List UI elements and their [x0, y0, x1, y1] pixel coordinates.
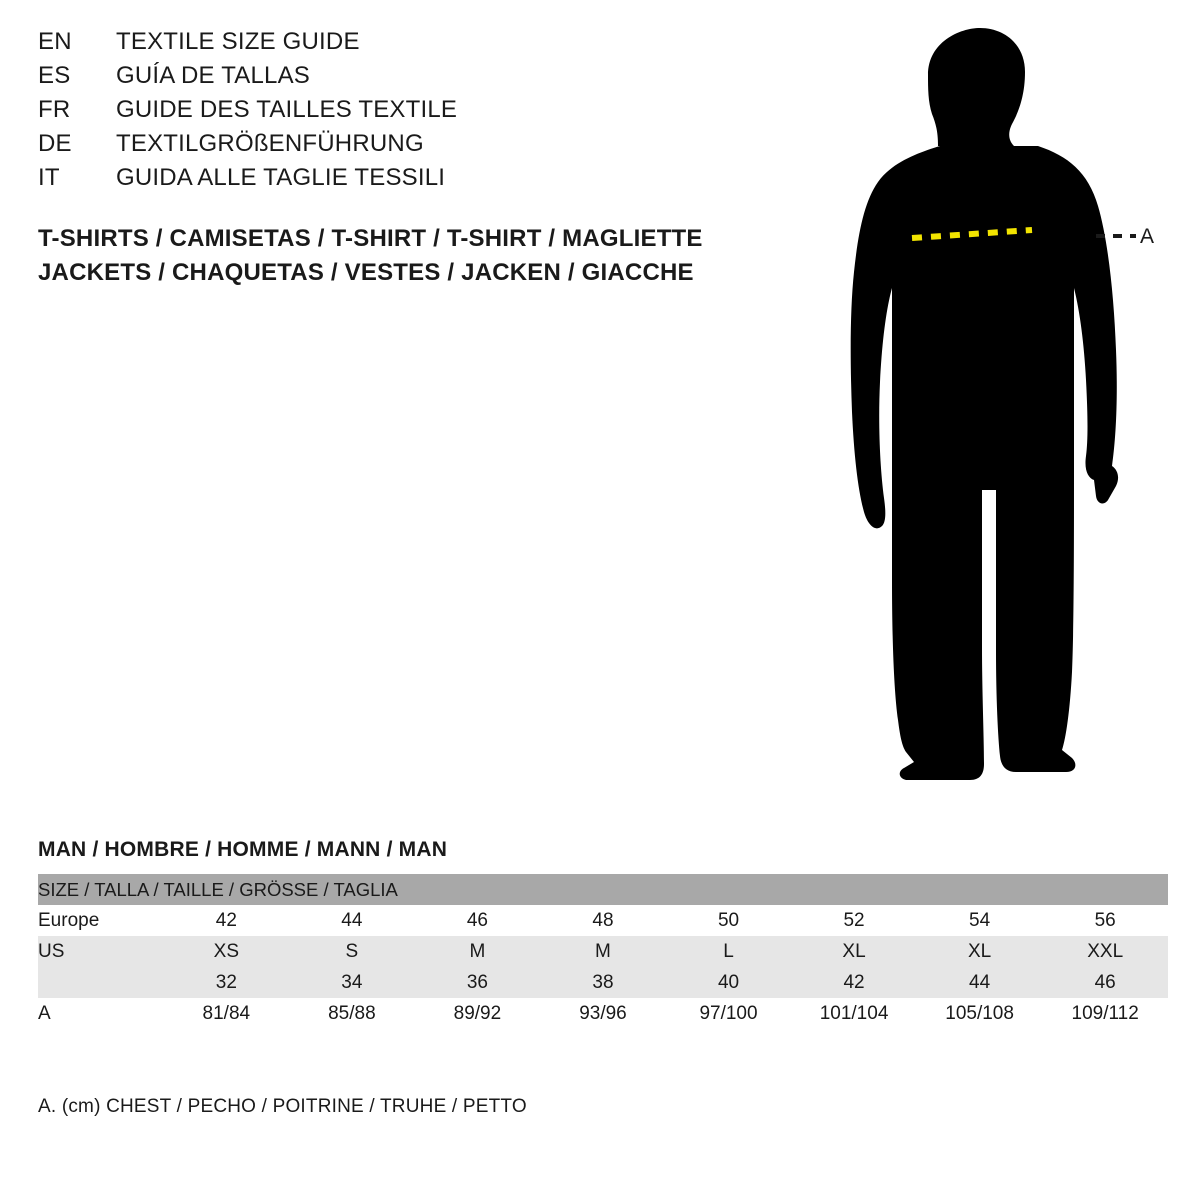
measure-label-a: A	[1140, 225, 1155, 248]
size-table-section	[38, 838, 1168, 1029]
language-row	[38, 164, 738, 198]
language-row	[38, 62, 738, 96]
table-header-label: SIZE / TALLA / TAILLE / GRÖSSE / TAGLIA	[38, 874, 1168, 905]
cell-value: XL	[917, 936, 1043, 967]
body-shape	[851, 146, 1118, 780]
language-text: TEXTILE SIZE GUIDE	[116, 28, 360, 55]
language-text: GUIDA ALLE TAGLIE TESSILI	[116, 164, 446, 191]
measurement-footnote: A. (cm) CHEST / PECHO / POITRINE / TRUHE / PETTO	[38, 1096, 527, 1117]
cell-value: 46	[1042, 967, 1168, 998]
cell-value: 85/88	[289, 998, 415, 1029]
cell-value: 81/84	[164, 998, 290, 1029]
category-jackets: JACKETS / CHAQUETAS / VESTES / JACKEN / GIACCHE	[38, 259, 694, 286]
head-shape	[928, 28, 1025, 146]
table-row	[38, 936, 1168, 967]
language-text: GUIDE DES TAILLES TEXTILE	[116, 96, 458, 123]
cell-value: 54	[917, 905, 1043, 936]
cell-value: 109/112	[1042, 998, 1168, 1029]
category-tshirts: T-SHIRTS / CAMISETAS / T-SHIRT / T-SHIRT / MAGLIETTE	[38, 225, 703, 252]
row-label: US	[38, 936, 164, 967]
cell-value: 44	[917, 967, 1043, 998]
cell-value: 52	[791, 905, 917, 936]
language-text: TEXTILGRÖßENFÜHRUNG	[116, 130, 424, 157]
language-row	[38, 130, 738, 164]
language-text: GUÍA DE TALLAS	[116, 62, 310, 89]
language-code: IT	[38, 164, 60, 191]
cell-value: 42	[791, 967, 917, 998]
cell-value: 34	[289, 967, 415, 998]
row-label	[38, 967, 164, 998]
size-table	[38, 874, 1168, 1029]
body-silhouette-diagram	[820, 20, 1180, 800]
language-code: DE	[38, 130, 72, 157]
cell-value: 105/108	[917, 998, 1043, 1029]
table-row	[38, 967, 1168, 998]
gender-title: MAN / HOMBRE / HOMME / MANN / MAN	[38, 838, 448, 861]
cell-value: 93/96	[540, 998, 666, 1029]
cell-value: S	[289, 936, 415, 967]
language-row	[38, 96, 738, 130]
table-row	[38, 905, 1168, 936]
cell-value: XXL	[1042, 936, 1168, 967]
language-header	[38, 28, 738, 198]
table-row	[38, 998, 1168, 1029]
cell-value: XL	[791, 936, 917, 967]
cell-value: M	[415, 936, 541, 967]
cell-value: 101/104	[791, 998, 917, 1029]
row-label: Europe	[38, 905, 164, 936]
cell-value: 42	[164, 905, 290, 936]
cell-value: M	[540, 936, 666, 967]
row-label: A	[38, 998, 164, 1029]
cell-value: 40	[666, 967, 792, 998]
cell-value: 32	[164, 967, 290, 998]
cell-value: 48	[540, 905, 666, 936]
cell-value: 46	[415, 905, 541, 936]
cell-value: 38	[540, 967, 666, 998]
cell-value: 97/100	[666, 998, 792, 1029]
cell-value: 36	[415, 967, 541, 998]
cell-value: 56	[1042, 905, 1168, 936]
table-header-row	[38, 874, 1168, 905]
cell-value: 89/92	[415, 998, 541, 1029]
cell-value: XS	[164, 936, 290, 967]
language-row	[38, 28, 738, 62]
silhouette-svg	[820, 20, 1180, 800]
language-code: ES	[38, 62, 71, 89]
garment-categories	[38, 222, 798, 290]
cell-value: 50	[666, 905, 792, 936]
language-code: EN	[38, 28, 72, 55]
language-code: FR	[38, 96, 71, 123]
cell-value: L	[666, 936, 792, 967]
cell-value: 44	[289, 905, 415, 936]
